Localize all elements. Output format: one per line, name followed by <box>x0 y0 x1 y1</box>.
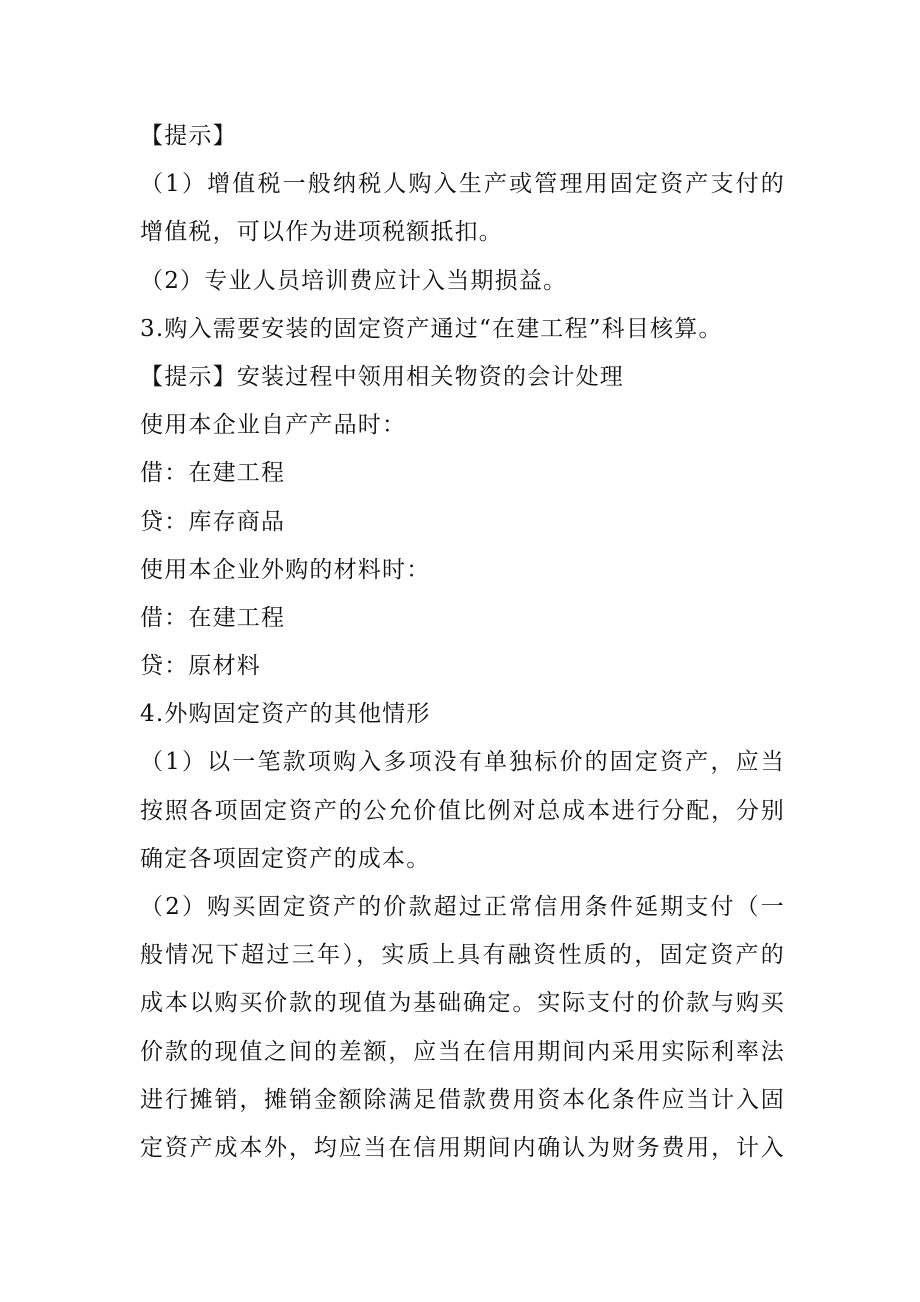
document-body <box>140 112 785 1172</box>
line-deferred-payment-5: 进行摊销，摊销金额除满足借款费用资本化条件应当计入固 <box>140 1086 785 1113</box>
line-install-hint: 【提示】安装过程中领用相关物资的会计处理 <box>140 363 624 390</box>
line-debit-construction-2: 借：在建工程 <box>140 604 286 631</box>
line-vat-deduction-2: 增值税，可以作为进项税额抵扣。 <box>140 219 503 246</box>
line-section-3-heading: 3.购入需要安装的固定资产通过“在建工程”科目核算。 <box>140 315 723 342</box>
line-lump-sum-1: （1）以一笔款项购入多项没有单独标价的固定资产，应当 <box>140 749 785 776</box>
line-deferred-payment-6: 定资产成本外，均应当在信用期间内确认为财务费用，计入 <box>140 1134 785 1161</box>
line-section-4-heading: 4.外购固定资产的其他情形 <box>140 701 431 728</box>
line-own-products: 使用本企业自产产品时： <box>140 412 407 439</box>
line-deferred-payment-2: 般情况下超过三年），实质上具有融资性质的，固定资产的 <box>140 942 785 969</box>
line-training-fee: （2）专业人员培训费应计入当期损益。 <box>140 267 568 294</box>
line-credit-raw-materials: 贷：原材料 <box>140 653 261 680</box>
line-lump-sum-2: 按照各项固定资产的公允价值比例对总成本进行分配，分别 <box>140 797 785 824</box>
line-vat-deduction-1: （1）增值税一般纳税人购入生产或管理用固定资产支付的 <box>140 171 785 198</box>
line-deferred-payment-4: 价款的现值之间的差额，应当在信用期间内采用实际利率法 <box>140 1038 785 1065</box>
line-credit-inventory: 贷：库存商品 <box>140 508 286 535</box>
line-debit-construction-1: 借：在建工程 <box>140 460 286 487</box>
line-deferred-payment-1: （2）购买固定资产的价款超过正常信用条件延期支付（一 <box>140 894 785 920</box>
line-purchased-materials: 使用本企业外购的材料时： <box>140 556 431 583</box>
line-hint-heading: 【提示】 <box>140 123 237 149</box>
line-deferred-payment-3: 成本以购买价款的现值为基础确定。实际支付的价款与购买 <box>140 990 785 1017</box>
line-lump-sum-3: 确定各项固定资产的成本。 <box>140 845 431 872</box>
